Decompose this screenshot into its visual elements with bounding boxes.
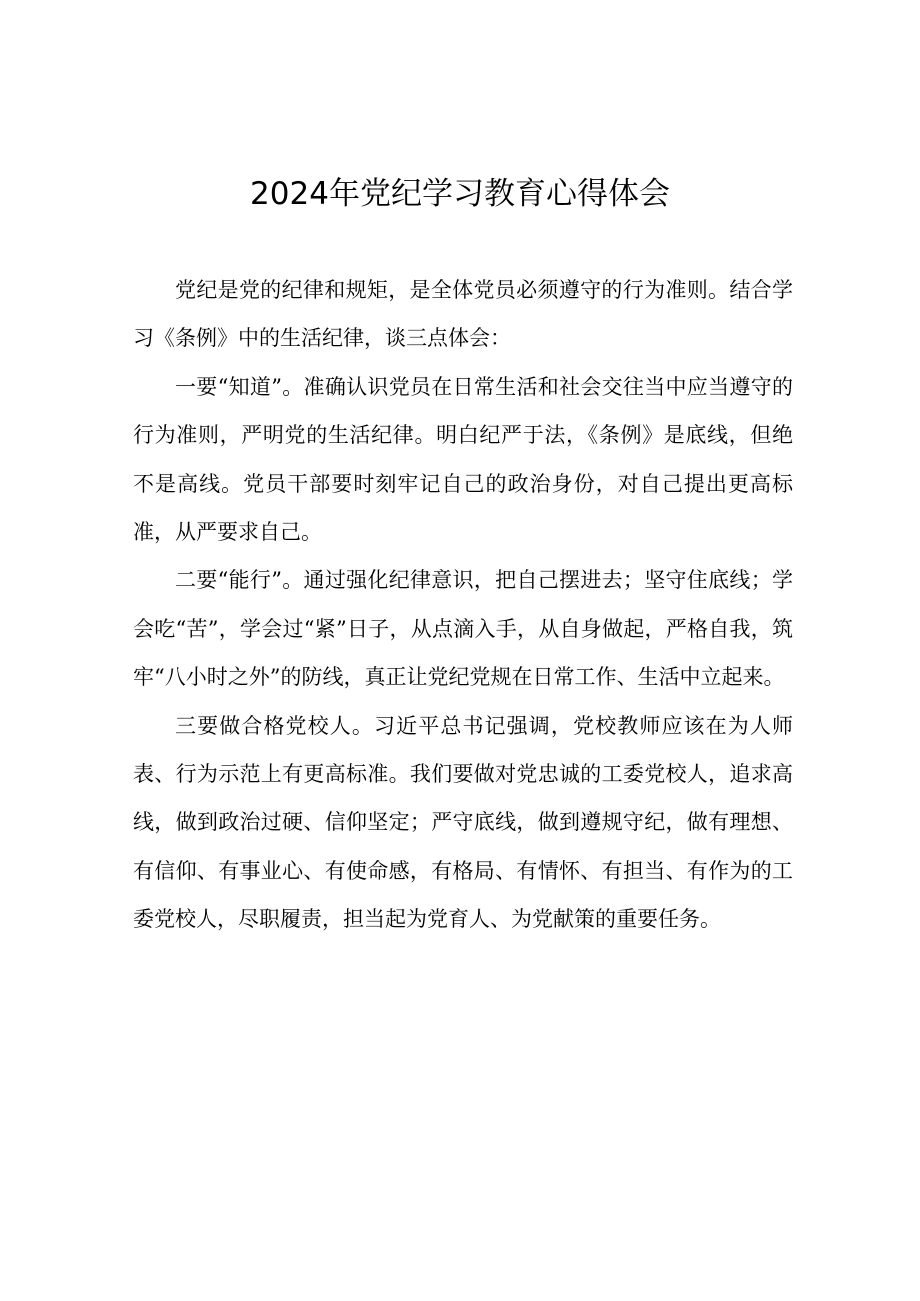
document-title: 2024年党纪学习教育心得体会 [250,176,670,212]
paragraph-intro: 党纪是党的纪律和规矩，是全体党员必须遵守的行为准则。结合学习《条例》中的生活纪律，谈三点体会： [133,278,793,351]
paragraph-point-two: 二要“能行”。通过强化纪律意识，把自己摆进去；坚守住底线；学会吃“苦”，学会过“紧”日子，从点滴入手，从自身做起，严格自我，筑牢“八小时之外”的防线，真正让党纪党规在日常工作、生活中立起来。 [133,568,793,690]
document-body [133,266,793,944]
paragraph-point-three: 三要做合格党校人。习近平总书记强调，党校教师应该在为人师表、行为示范上有更高标准。我们要做对党忠诚的工委党校人，追求高线，做到政治过硬、信仰坚定；严守底线，做到遵规守纪，做有理想、有信仰、有事业心、有使命感，有格局、有情怀、有担当、有作为的工委党校人，尽职履责，担当起为党育人、为党献策的重要任务。 [133,713,793,932]
paragraph-point-one: 一要“知道”。准确认识党员在日常生活和社会交往当中应当遵守的行为准则，严明党的生活纪律。明白纪严于法，《条例》是底线，但绝不是高线。党员干部要时刻牢记自己的政治身份，对自己提出更高标准，从严要求自己。 [133,374,793,545]
